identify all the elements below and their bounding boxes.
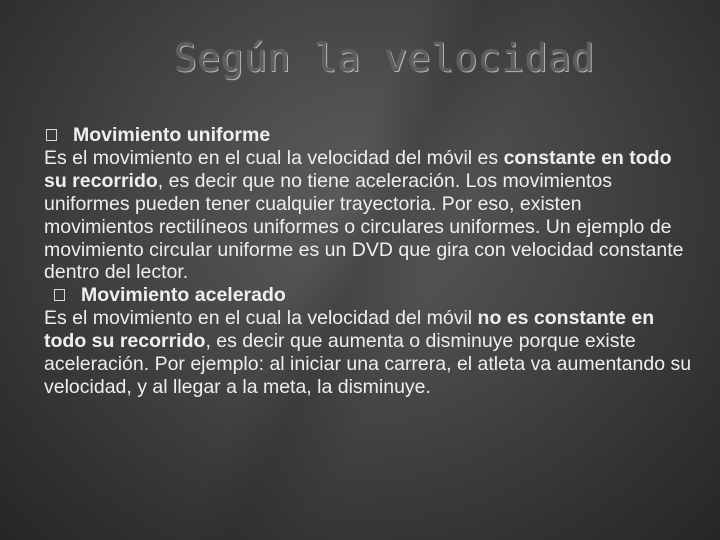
section-heading: Movimiento uniforme: [73, 124, 271, 146]
section-paragraph-uniforme: [44, 147, 694, 284]
bullet-heading-acelerado: [54, 284, 694, 307]
paragraph-emphasis: constante en todo su recorrido: [44, 146, 672, 192]
slide-body: [44, 124, 694, 399]
paragraph-text: Es el movimiento en el cual la velocidad del móvil: [44, 307, 478, 330]
paragraph-text: Es el movimiento en el cual la velocidad del móvil es: [44, 146, 504, 169]
paragraph-text: , es decir que no tiene aceleración. Los movimientos uniformes pueden tener cualquier trayectoria. Por eso, existen movimientos rectilíneos uniformes o circulares uniformes. Un ejemplo de movimiento circular uniforme es un DVD que gira con velocidad constante dentro del lector.: [44, 169, 684, 284]
section-paragraph-acelerado: [44, 307, 694, 399]
bullet-heading-uniforme: [46, 124, 694, 147]
checkbox-square-icon: [54, 289, 65, 301]
section-heading: Movimiento acelerado: [81, 284, 286, 307]
slide-title: Según la velocidad: [174, 36, 595, 80]
checkbox-square-icon: [46, 129, 57, 141]
paragraph-text: , es decir que aumenta o disminuye porque existe aceleración. Por ejemplo: al iniciar una carrera, el atleta va aumentando su velocidad, y al llegar a la meta, la disminuye.: [44, 330, 692, 398]
paragraph-emphasis: no es constante en todo su recorrido: [44, 307, 655, 353]
